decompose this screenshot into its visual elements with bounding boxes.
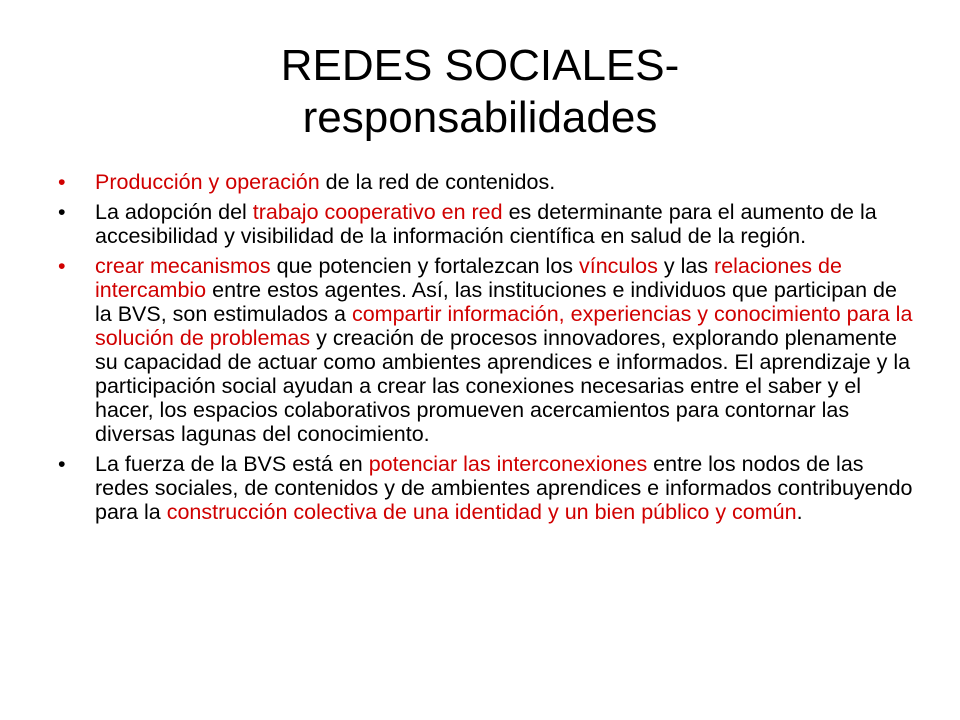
bullet-segment: que potencien y fortalezcan los [270, 254, 579, 278]
bullet-segment: trabajo cooperativo en red [252, 200, 503, 224]
bullet-segment: La adopción del [95, 200, 253, 224]
bullet-segment: entre los nodos de las redes sociales, de contenidos y de ambientes aprendices e informados contribuyendo para la [95, 452, 913, 524]
slide-title [120, 40, 840, 144]
bullet-item-4 [58, 452, 918, 524]
bullet-segment: y creación de procesos innovadores, explorando plenamente su capacidad de actuar como ambientes aprendices e informados. El aprendizaje y la participación social ayudan a crear las conexiones necesarias entre el saber y el hacer, los espacios colaborativos promueven acercamientos para contornar las diversas lagunas del conocimiento. [95, 326, 911, 446]
slide-title-line-1: REDES SOCIALES- [280, 41, 680, 90]
bullet-segment: relaciones de intercambio [95, 254, 842, 302]
bullet-marker: • [58, 200, 66, 224]
bullet-marker: • [58, 452, 66, 476]
bullet-segment: y las [657, 254, 715, 278]
bullet-segment: potenciar las interconexiones [368, 452, 648, 476]
bullet-item-2 [58, 200, 918, 248]
bullet-segment: de la red de contenidos. [319, 170, 556, 194]
bullet-marker: • [58, 170, 66, 194]
bullet-segment: construcción colectiva de una identidad y un bien público y común [166, 500, 797, 524]
bullet-list [58, 170, 918, 530]
slide-title-line-2: responsabilidades [302, 93, 658, 142]
bullet-segment: Producción y operación [95, 170, 320, 194]
bullet-segment: . [796, 500, 803, 524]
bullet-segment: crear mecanismos [95, 254, 271, 278]
bullet-item-1 [58, 170, 918, 194]
bullet-marker: • [58, 254, 66, 278]
bullet-segment: es determinante para el aumento de la accesibilidad y visibilidad de la información científica en salud de la región. [95, 200, 877, 248]
bullet-segment: vínculos [579, 254, 658, 278]
bullet-segment: compartir información, experiencias y conocimiento para la solución de problemas [95, 302, 913, 350]
bullet-item-3 [58, 254, 918, 446]
bullet-segment: entre estos agentes. Así, las instituciones e individuos que participan de la BVS, son estimulados a [95, 278, 897, 326]
bullet-segment: La fuerza de la BVS está en [95, 452, 369, 476]
